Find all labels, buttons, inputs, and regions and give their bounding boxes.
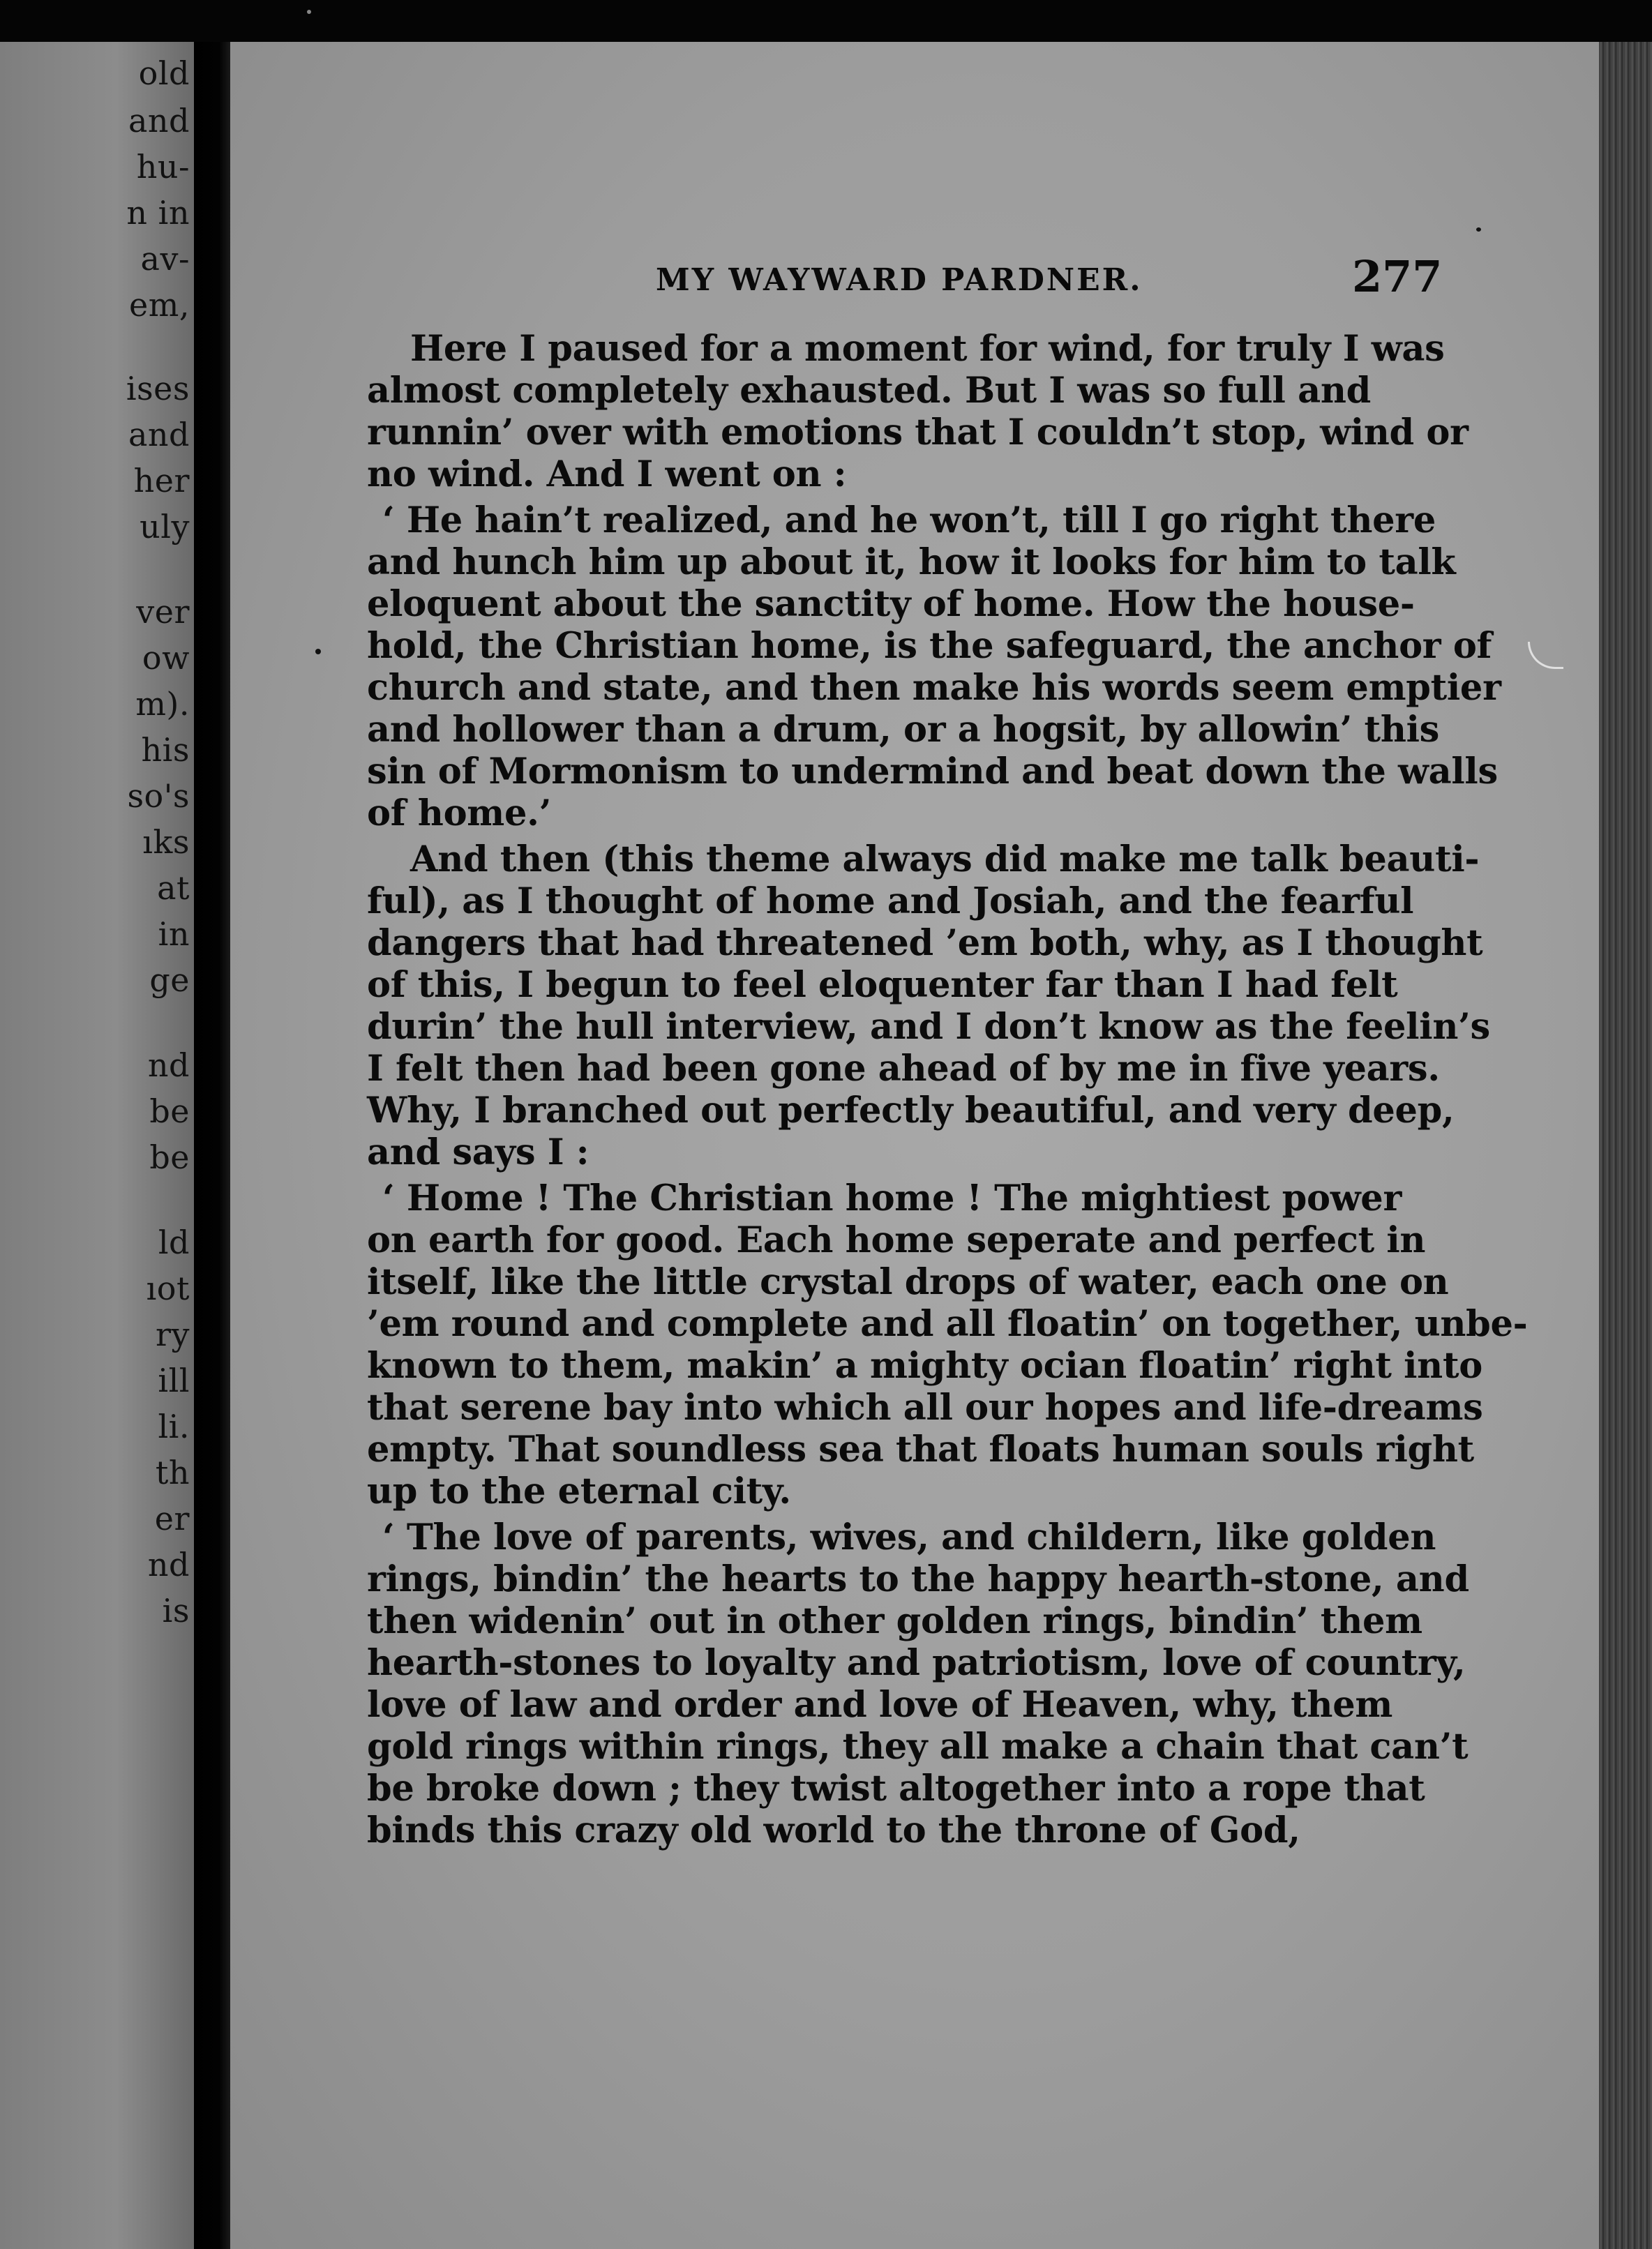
left-page-fragment: old (138, 54, 190, 92)
left-page-fragment: uly (140, 508, 190, 546)
text-line: ‘ He hain’t realized, and he won’t, till I go right there (382, 499, 1436, 541)
text-line: eloquent about the sanctity of home. How the house- (367, 583, 1415, 625)
left-page-fragment: n in (126, 194, 190, 232)
left-page-fragment: nd (147, 1046, 190, 1084)
text-line: and hunch him up about it, how it looks for him to talk (367, 541, 1456, 583)
left-page-fragment: ises (126, 370, 190, 407)
text-line: Here I paused for a moment for wind, for truly I was (410, 328, 1445, 370)
dust-speck (315, 649, 321, 654)
left-page-fragment: ıot (146, 1270, 190, 1307)
text-line: sin of Mormonism to undermind and beat down the walls (367, 751, 1498, 792)
left-page-fragment: th (155, 1454, 190, 1491)
left-page-fragment: is (162, 1592, 190, 1630)
text-line: church and state, and then make his words seem emptier (367, 667, 1501, 709)
text-line: and says I : (367, 1131, 590, 1173)
text-line: itself, like the little crystal drops of water, each one on (367, 1261, 1449, 1303)
running-head (230, 251, 1599, 307)
left-page-fragment: ill (158, 1362, 190, 1399)
text-line: rings, bindin’ the hearts to the happy hearth-stone, and (367, 1558, 1469, 1600)
left-page-fragment: li. (158, 1408, 190, 1445)
left-page-fragment: be (149, 1092, 190, 1130)
text-line: binds this crazy old world to the throne of God, (367, 1810, 1300, 1851)
text-line: runnin’ over with emotions that I couldn’t stop, wind or (367, 412, 1469, 453)
page-body-text (367, 328, 1528, 1856)
paragraph (367, 1178, 1528, 1512)
left-page-fragment: er (154, 1500, 190, 1537)
text-line: empty. That soundless sea that floats human souls right (367, 1429, 1474, 1470)
text-line: no wind. And I went on : (367, 453, 847, 495)
text-line: ‘ The love of parents, wives, and childern, like golden (382, 1517, 1436, 1558)
left-page-fragment: av- (140, 240, 190, 278)
left-page-fragment: and (128, 416, 190, 453)
left-page-fragment: ıks (142, 823, 190, 861)
paragraph (367, 328, 1469, 495)
text-line: ful), as I thought of home and Josiah, and the fearful (367, 880, 1414, 922)
dust-speck (307, 10, 311, 14)
left-page-fragment: em, (129, 286, 190, 324)
left-page-fragment: m). (135, 685, 190, 723)
text-line: hold, the Christian home, is the safeguard, the anchor of (367, 625, 1492, 667)
text-line: Why, I branched out perfectly beautiful, and very deep, (367, 1090, 1455, 1131)
text-line: of this, I begun to feel eloquenter far than I had felt (367, 964, 1398, 1006)
text-line: gold rings within rings, they all make a chain that can’t (367, 1726, 1469, 1768)
book-gutter (194, 42, 230, 2249)
left-page-fragment: ld (158, 1224, 190, 1261)
paragraph (367, 1517, 1469, 1851)
right-page (230, 42, 1599, 2249)
left-page-fragment: ver (136, 593, 190, 631)
text-line: be broke down ; they twist altogether into a rope that (367, 1768, 1425, 1810)
running-title: MY WAYWARD PARDNER. (656, 262, 1143, 298)
left-page-fragment: and (128, 102, 190, 140)
left-page-fragment: be (149, 1138, 190, 1176)
paragraph (367, 838, 1490, 1173)
text-line: hearth-stones to loyalty and patriotism, love of country, (367, 1642, 1466, 1684)
text-line: durin’ the hull interview, and I don’t know as the feelin’s (367, 1006, 1490, 1048)
left-page-fragment: at (157, 869, 190, 907)
text-line: that serene bay into which all our hopes and life-dreams (367, 1387, 1483, 1429)
text-line: and hollower than a drum, or a hogsit, by allowin’ this (367, 709, 1440, 751)
text-line: And then (this theme always did make me talk beauti- (410, 838, 1480, 880)
text-line: dangers that had threatened ’em both, why, as I thought (367, 922, 1483, 964)
left-page-fragment: hu- (136, 148, 190, 186)
left-page-fragment: ry (156, 1316, 190, 1353)
left-page-fragment: his (141, 731, 190, 769)
text-line: known to them, makin’ a mighty ocian floatin’ right into (367, 1345, 1482, 1387)
text-line: then widenin’ out in other golden rings, bindin’ them (367, 1600, 1422, 1642)
left-page-fragment: ow (142, 639, 190, 677)
left-facing-page (0, 42, 194, 2249)
text-line: up to the eternal city. (367, 1470, 791, 1512)
scan-top-border (0, 0, 1652, 42)
dust-speck (1476, 227, 1481, 232)
text-line: love of law and order and love of Heaven, why, them (367, 1684, 1393, 1726)
page-number: 277 (1352, 251, 1443, 302)
left-page-fragment: ge (149, 961, 190, 999)
left-page-fragment: her (133, 462, 190, 499)
paragraph (367, 499, 1501, 834)
left-page-fragment: so's (127, 777, 190, 815)
text-line: of home.’ (367, 792, 552, 834)
text-line: I felt then had been gone ahead of by me in five years. (367, 1048, 1440, 1090)
text-line: on earth for good. Each home seperate and perfect in (367, 1219, 1426, 1261)
text-line: ‘ Home ! The Christian home ! The mightiest power (382, 1178, 1402, 1219)
left-page-fragment: in (158, 915, 190, 953)
page-stack-edge (1599, 42, 1652, 2249)
text-line: ’em round and complete and all floatin’ on together, unbe- (367, 1303, 1528, 1345)
text-line: almost completely exhausted. But I was so full and (367, 370, 1371, 412)
left-page-fragment: nd (147, 1546, 190, 1584)
